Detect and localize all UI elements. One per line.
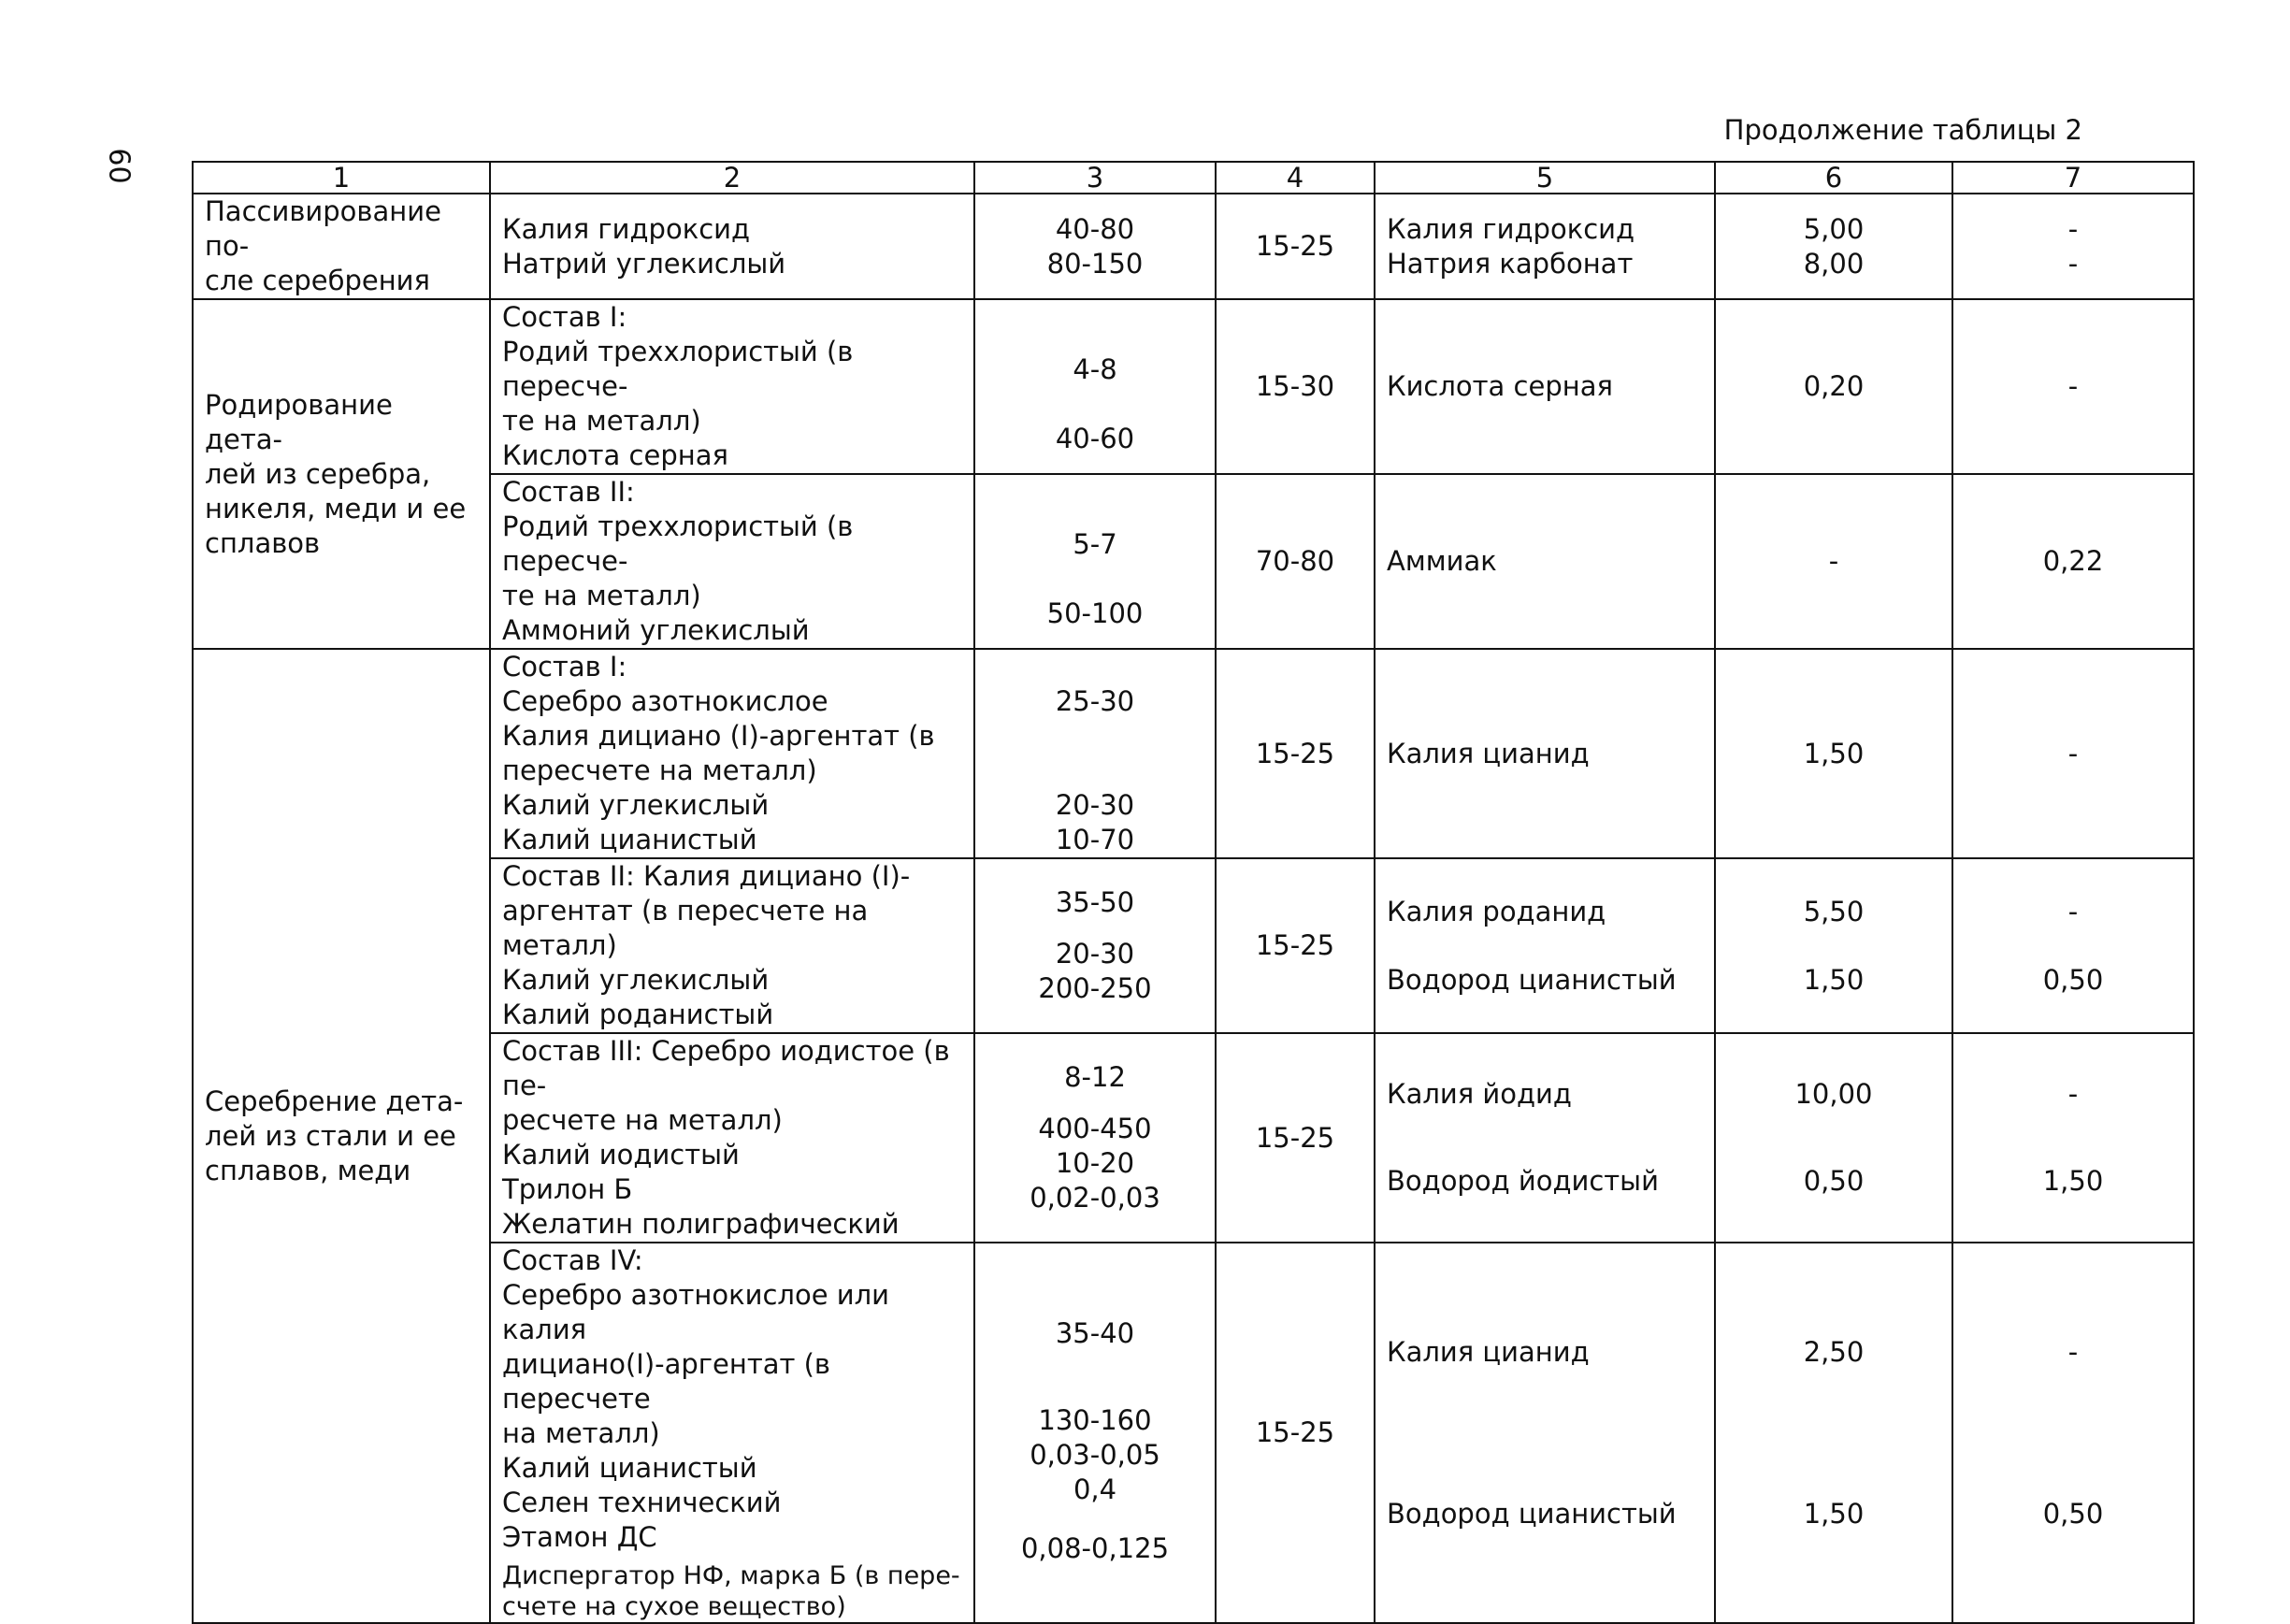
process-cell <box>193 299 490 649</box>
component-text: дициано(I)-аргентат (в пересчете <box>502 1348 831 1415</box>
concentration-value: 25-30 <box>1055 685 1135 717</box>
concentration-value: 35-40 <box>1055 1317 1135 1349</box>
header-cell: 6 <box>1715 162 1952 194</box>
component-text: Калий углекислый <box>502 964 770 996</box>
col7-value: 1,50 <box>2042 1165 2104 1197</box>
col6-cell <box>1715 1243 1952 1623</box>
component-text: Серебро азотнокислое или калия <box>502 1279 890 1345</box>
substance-cell <box>1375 1033 1715 1243</box>
temperature-cell: 15-25 <box>1216 858 1375 1033</box>
col6-value: 5,50 <box>1803 895 1865 927</box>
col6-cell: - <box>1715 474 1952 649</box>
substance-text: Калия роданид <box>1387 895 1606 927</box>
header-cell: 5 <box>1375 162 1715 194</box>
col7-value: - <box>2067 1078 2079 1110</box>
substance-text: Натрия карбонат <box>1387 247 1634 280</box>
process-text: сле серебрения <box>205 265 430 296</box>
component-text: Состав II: <box>502 476 635 508</box>
component-text: Родий треххлористый (в пересче- <box>502 336 854 402</box>
header-cell: 4 <box>1216 162 1375 194</box>
component-text: ресчете на металл) <box>502 1104 783 1136</box>
concentration-cell <box>974 649 1216 858</box>
col6-value: 2,50 <box>1803 1335 1865 1368</box>
concentration-value: 80-150 <box>1046 247 1144 280</box>
component-text: Селен технический <box>502 1487 782 1518</box>
col6-cell <box>1715 194 1952 299</box>
concentration-value: 0,08-0,125 <box>1020 1532 1170 1564</box>
concentration-value: 0,4 <box>1073 1473 1117 1505</box>
process-text: лей из стали и ее <box>205 1119 456 1152</box>
concentration-value <box>987 493 1203 527</box>
component-text: Калия дициано (I)-аргентат (в <box>502 720 935 752</box>
process-text: никеля, меди и ее <box>205 492 467 525</box>
col7-cell <box>1952 1243 2194 1623</box>
col7-value: - <box>2067 895 2079 927</box>
col7-value: - <box>2067 247 2079 280</box>
components-cell <box>490 1243 974 1623</box>
component-text: Натрий углекислый <box>502 247 786 280</box>
components-cell <box>490 299 974 474</box>
col7-value: - <box>2067 1335 2079 1368</box>
component-text: Калий цианистый <box>502 1452 757 1484</box>
col7-value: - <box>2067 212 2079 245</box>
concentration-value <box>987 318 1203 352</box>
temperature-cell: 15-25 <box>1216 649 1375 858</box>
col6-value: 1,50 <box>1803 1497 1865 1530</box>
temperature-cell: 15-25 <box>1216 1033 1375 1243</box>
component-text: Калия гидроксид <box>502 212 751 245</box>
component-text: Родий треххлористый (в пересче- <box>502 510 854 577</box>
component-text: те на металл) <box>502 405 701 437</box>
concentration-value <box>987 387 1203 422</box>
col7-value: 0,50 <box>2042 963 2104 996</box>
component-text: Калий углекислый <box>502 789 770 821</box>
col6-value: 10,00 <box>1794 1078 1873 1110</box>
page-number: 60 <box>102 148 136 184</box>
component-text: счете на сухое вещество) <box>502 1592 846 1621</box>
component-text: Калий иодистый <box>502 1139 740 1171</box>
substance-text: Водород йодистый <box>1387 1165 1659 1197</box>
data-table <box>192 161 2195 1624</box>
component-text: Калий цианистый <box>502 824 757 855</box>
table-row <box>193 299 2194 474</box>
process-text: сплавов <box>205 526 321 559</box>
component-text: Серебро азотнокислое <box>502 685 828 717</box>
component-text: Этамон ДС <box>502 1521 657 1553</box>
process-cell <box>193 649 490 1623</box>
components-cell <box>490 194 974 299</box>
table-row <box>193 474 2194 649</box>
substance-text: Калия йодид <box>1387 1078 1572 1110</box>
temperature-cell: 15-30 <box>1216 299 1375 474</box>
table-row <box>193 649 2194 858</box>
col7-cell: - <box>1952 299 2194 474</box>
concentration-value: 0,02-0,03 <box>1030 1182 1160 1214</box>
components-cell <box>490 1033 974 1243</box>
concentration-value: 8-12 <box>1064 1061 1126 1093</box>
col6-cell <box>1715 1033 1952 1243</box>
col6-value: 8,00 <box>1803 247 1865 280</box>
concentration-cell <box>974 1243 1216 1623</box>
col6-cell <box>1715 858 1952 1033</box>
process-cell <box>193 194 490 299</box>
component-text: Желатин полиграфический <box>502 1208 900 1240</box>
col6-value: 1,50 <box>1803 963 1865 996</box>
concentration-value: 35-50 <box>1055 886 1135 918</box>
temperature-cell: 15-25 <box>1216 1243 1375 1623</box>
concentration-value: 50-100 <box>1046 596 1144 629</box>
col7-cell: - <box>1952 649 2194 858</box>
concentration-value: 400-450 <box>1038 1113 1152 1144</box>
temperature-cell: 15-25 <box>1216 194 1375 299</box>
substance-text: Водород цианистый <box>1387 963 1677 996</box>
process-text: Пассивирование по- <box>205 195 441 262</box>
substance-cell: Аммиак <box>1375 474 1715 649</box>
concentration-value: 40-80 <box>1055 212 1135 245</box>
concentration-value <box>987 562 1203 596</box>
header-cell: 3 <box>974 162 1216 194</box>
table-caption: Продолжение таблицы 2 <box>1723 114 2082 146</box>
concentration-value: 10-70 <box>1055 824 1135 855</box>
header-cell: 7 <box>1952 162 2194 194</box>
component-text: Состав II: Калия дициано (I)- <box>502 860 911 892</box>
component-text: Кислота серная <box>502 439 728 471</box>
table-row <box>193 858 2194 1033</box>
table-row <box>193 1033 2194 1243</box>
header-cell: 2 <box>490 162 974 194</box>
col7-cell <box>1952 1033 2194 1243</box>
table-row <box>193 194 2194 299</box>
concentration-value: 200-250 <box>1038 972 1152 1004</box>
col6-cell: 0,20 <box>1715 299 1952 474</box>
concentration-cell <box>974 474 1216 649</box>
process-text: Родирование дета- <box>205 388 393 455</box>
component-text: Калий роданистый <box>502 999 774 1030</box>
concentration-value: 20-30 <box>1055 938 1135 970</box>
component-text: те на металл) <box>502 580 701 611</box>
temperature-cell: 70-80 <box>1216 474 1375 649</box>
concentration-value: 130-160 <box>1038 1404 1152 1436</box>
concentration-value: 10-20 <box>1055 1147 1135 1179</box>
component-text: Состав IV: <box>502 1244 643 1276</box>
substance-cell: Калия цианид <box>1375 649 1715 858</box>
col6-value: 0,50 <box>1803 1165 1865 1197</box>
component-text: Состав I: <box>502 651 627 683</box>
substance-cell: Кислота серная <box>1375 299 1715 474</box>
components-cell <box>490 649 974 858</box>
concentration-cell <box>974 194 1216 299</box>
substance-cell <box>1375 858 1715 1033</box>
col6-value: 5,00 <box>1803 212 1865 245</box>
substance-text: Водород цианистый <box>1387 1497 1677 1530</box>
component-text: Состав III: Серебро иодистое (в пе- <box>502 1035 950 1101</box>
component-text: Аммоний углекислый <box>502 614 810 646</box>
component-text: Трилон Б <box>502 1173 633 1205</box>
component-text: Диспергатор НФ, марка Б (в пере- <box>502 1561 960 1590</box>
component-text: Состав I: <box>502 301 627 333</box>
substance-text: Калия гидроксид <box>1387 212 1635 245</box>
concentration-value: 0,03-0,05 <box>1030 1439 1160 1471</box>
component-text: на металл) <box>502 1417 660 1449</box>
substance-cell <box>1375 194 1715 299</box>
col7-cell <box>1952 858 2194 1033</box>
header-row <box>193 162 2194 194</box>
col7-value: 0,50 <box>2042 1497 2104 1530</box>
concentration-cell <box>974 299 1216 474</box>
col6-cell: 1,50 <box>1715 649 1952 858</box>
process-text: Серебрение дета- <box>205 1085 464 1117</box>
component-text: аргентат (в пересчете на металл) <box>502 895 869 961</box>
col7-cell: 0,22 <box>1952 474 2194 649</box>
concentration-value: 40-60 <box>1055 422 1135 454</box>
concentration-value: 4-8 <box>1073 352 1117 385</box>
concentration-value: 5-7 <box>1073 527 1117 560</box>
process-text: лей из серебра, <box>205 457 431 490</box>
substance-text: Калия цианид <box>1387 1335 1590 1368</box>
table-row <box>193 1243 2194 1623</box>
components-cell <box>490 474 974 649</box>
concentration-value: 20-30 <box>1055 789 1135 821</box>
components-cell <box>490 858 974 1033</box>
header-cell: 1 <box>193 162 490 194</box>
concentration-cell <box>974 1033 1216 1243</box>
process-text: сплавов, меди <box>205 1154 411 1186</box>
component-text: пересчете на металл) <box>502 755 817 786</box>
concentration-cell <box>974 858 1216 1033</box>
substance-cell <box>1375 1243 1715 1623</box>
col7-cell <box>1952 194 2194 299</box>
